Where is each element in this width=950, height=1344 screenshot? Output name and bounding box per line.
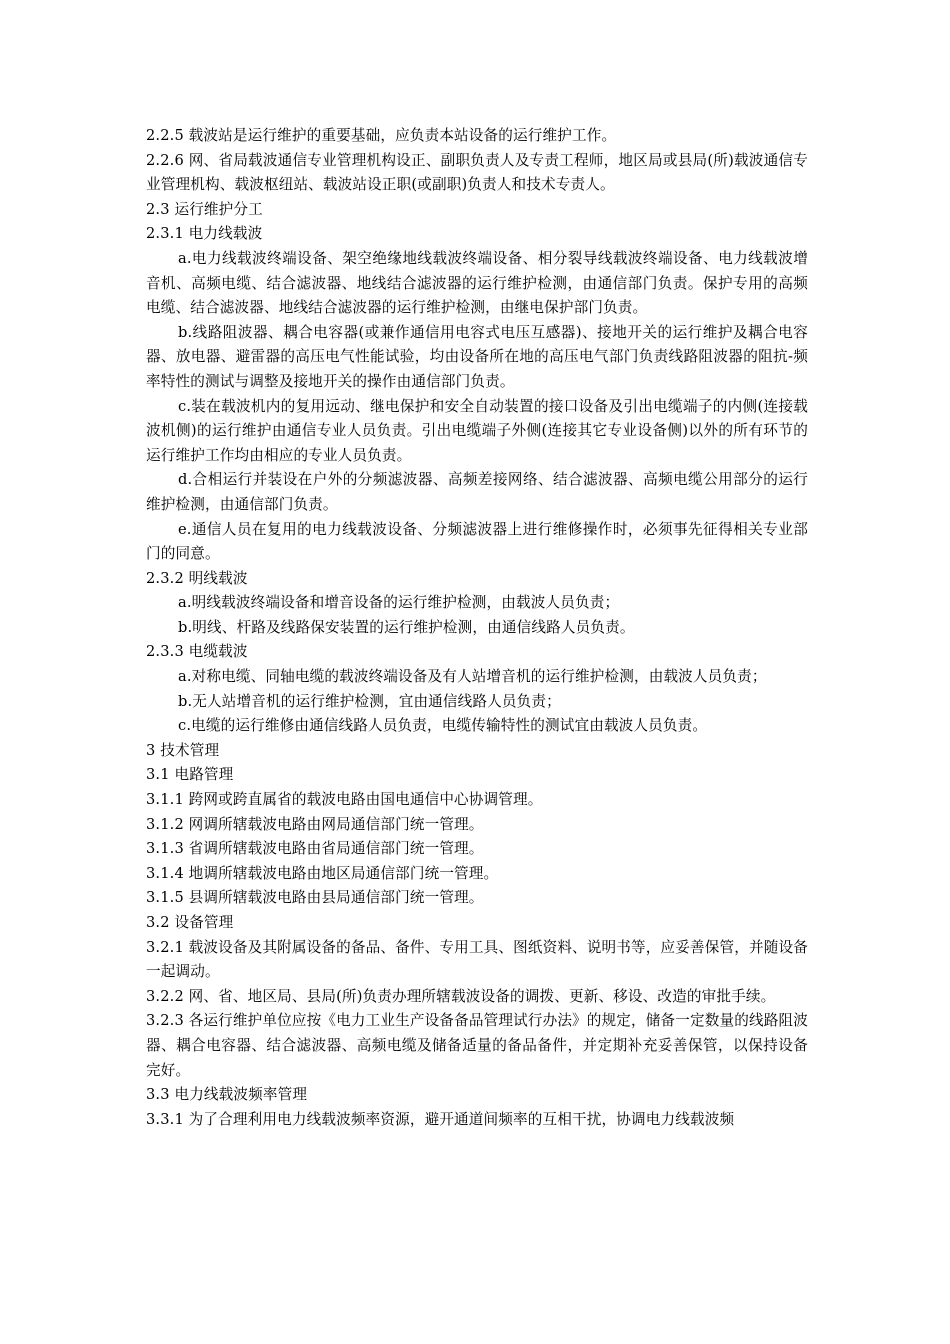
list-item: e.通信人员在复用的电力线载波设备、分频滤波器上进行维修操作时，必须事先征得相关专业部门的同意。 [146,520,808,563]
list-item: a.对称电缆、同轴电缆的载波终端设备及有人站增音机的运行维护检测，由载波人员负责； [178,668,767,686]
section-heading: 3.2 设备管理 [146,914,234,931]
paragraph: 3.1.1 跨网或跨直属省的载波电路由国电通信中心协调管理。 [146,791,543,809]
chapter-heading: 3 技术管理 [146,741,220,759]
section-heading: 3.1 电路管理 [146,766,234,784]
subsection-heading: 2.3.3 电缆载波 [146,643,248,661]
list-item: c.电缆的运行维修由通信线路人员负责，电缆传输特性的测试宜由载波人员负责。 [178,717,708,735]
list-item: a.明线载波终端设备和增音设备的运行维护检测，由载波人员负责； [178,594,620,612]
paragraph: 2.2.6 网、省局载波通信专业管理机构设正、副职负责人及专责工程师，地区局或县局(所)载波通信专业管理机构、载波枢纽站、载波站设正职(或副职)负责人和技术专责人。 [146,151,808,194]
paragraph: 3.2.2 网、省、地区局、县局(所)负责办理所辖载波设备的调拨、更新、移设、改造的审批手续。 [146,987,776,1005]
paragraph: 3.2.1 载波设备及其附属设备的备品、备件、专用工具、图纸资料、说明书等，应妥善保管，并随设备一起调动。 [146,938,808,981]
subsection-heading: 2.3.1 电力线载波 [146,225,263,243]
paragraph: 3.1.5 县调所辖载波电路由县局通信部门统一管理。 [146,889,484,907]
paragraph: 3.2.3 各运行维护单位应按《电力工业生产设备备品管理试行办法》的规定，储备一定数量的线路阻波器、耦合电容器、结合滤波器、高频电缆及储备适量的备品备件，并定期补充妥善保管，以保持设备完好。 [146,1012,808,1079]
list-item: b.明线、杆路及线路保安装置的运行维护检测，由通信线路人员负责。 [178,618,635,636]
list-item: d.合相运行并装设在户外的分频滤波器、高频差接网络、结合滤波器、高频电缆公用部分的运行维护检测，由通信部门负责。 [146,471,808,513]
section-heading: 2.3 运行维护分工 [146,200,263,218]
list-item: c.装在载波机内的复用远动、继电保护和安全自动装置的接口设备及引出电缆端子的内侧(连接载波机侧)的运行维护由通信专业人员负责。引出电缆端子外侧(连接其它专业设备侧)以外的所有环节的运行维护工作均由相应的专业人员负责。 [146,397,808,464]
paragraph: 3.1.3 省调所辖载波电路由省局通信部门统一管理。 [146,840,484,858]
section-heading: 3.3 电力线载波频率管理 [146,1086,308,1104]
subsection-heading: 2.3.2 明线载波 [146,569,248,587]
paragraph: 2.2.5 载波站是运行维护的重要基础，应负责本站设备的运行维护工作。 [146,127,617,144]
list-item: a.电力线载波终端设备、架空绝缘地线载波终端设备、相分裂导线载波终端设备、电力线载波增音机、高频电缆、结合滤波器、地线结合滤波器的运行维护检测，由通信部门负责。保护专用的高频电缆、结合滤波器、地线结合滤波器的运行维护检测，由继电保护部门负责。 [146,249,808,317]
list-item: b.线路阻波器、耦合电容器(或兼作通信用电容式电压互感器)、接地开关的运行维护及耦合电容器、放电器、避雷器的高压电气性能试验，均由设备所在地的高压电气部门负责线路阻波器的阻抗-频率特性的测试与调整及接地开关的操作由通信部门负责。 [146,323,808,390]
paragraph: 3.3.1 为了合理利用电力线载波频率资源，避开通道间频率的互相干扰，协调电力线载波频 [146,1110,735,1128]
list-item: b.无人站增音机的运行维护检测，宜由通信线路人员负责； [178,692,561,710]
document-page [146,124,808,1132]
paragraph: 3.1.4 地调所辖载波电路由地区局通信部门统一管理。 [146,864,499,882]
paragraph: 3.1.2 网调所辖载波电路由网局通信部门统一管理。 [146,815,484,833]
